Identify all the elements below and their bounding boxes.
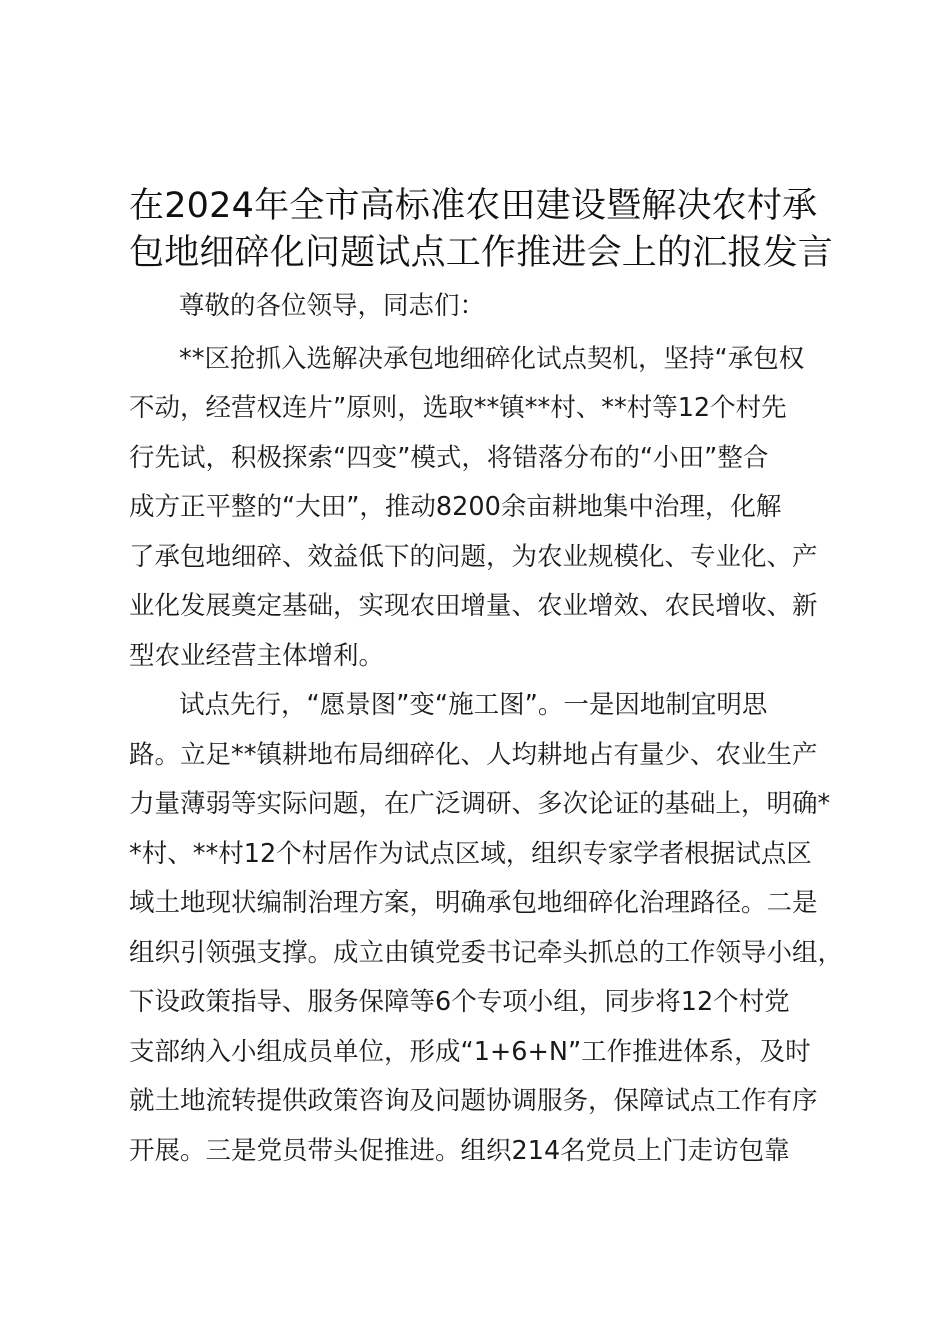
paragraph: [129, 681, 859, 1176]
paragraph-line: 路。立足**镇耕地布局细碎化、人均耕地占有量少、农业生产: [129, 739, 818, 770]
paragraph-line: 就土地流转提供政策咨询及问题协调服务，保障试点工作有序: [129, 1086, 818, 1116]
paragraph: [129, 335, 859, 682]
title-line: 在2024年全市高标准农田建设暨解决农村承: [129, 186, 818, 226]
paragraph-line: 不动，经营权连片”原则，选取**镇**村、**村等12个村先: [129, 393, 787, 423]
document-title: [129, 183, 839, 277]
paragraph-line: 业化发展奠定基础，实现农田增量、农业增效、农民增收、新: [129, 591, 818, 621]
paragraph-line: 行先试，积极探索“四变”模式，将错落分布的“小田”整合: [129, 442, 769, 473]
paragraph-line: 域土地现状编制治理方案，明确承包地细碎化治理路径。二是: [129, 888, 818, 918]
paragraph-line: *村、**村12个村居作为试点区域，组织专家学者根据试点区: [129, 838, 812, 869]
paragraph-line: **区抢抓入选解决承包地细碎化试点契机，坚持“承包权: [179, 343, 805, 374]
paragraph-line: 组织引领强支撑。成立由镇党委书记牵头抓总的工作领导小组，: [129, 937, 844, 968]
paragraph-line: 下设政策指导、服务保障等6个专项小组，同步将12个村党: [129, 987, 790, 1017]
greeting: 尊敬的各位领导，同志们：: [179, 291, 486, 321]
document-body: [129, 282, 859, 1176]
paragraph-line: 型农业经营主体增利。: [129, 640, 385, 671]
paragraph-line: 力量薄弱等实际问题，在广泛调研、多次论证的基础上，明确*: [129, 789, 831, 819]
paragraph-line: 试点先行，“愿景图”变“施工图”。一是因地制宜明思: [179, 690, 768, 720]
title-line: 包地细碎化问题试点工作推进会上的汇报发言: [129, 233, 834, 273]
paragraph-line: 了承包地细碎、效益低下的问题，为农业规模化、专业化、产: [129, 541, 818, 572]
paragraph-line: 支部纳入小组成员单位，形成“1+6+N”工作推进体系，及时: [129, 1036, 811, 1067]
paragraph-line: 成方正平整的“大田”，推动8200余亩耕地集中治理，化解: [129, 492, 782, 522]
paragraph-line: 开展。三是党员带头促推进。组织214名党员上门走访包靠: [129, 1135, 790, 1166]
